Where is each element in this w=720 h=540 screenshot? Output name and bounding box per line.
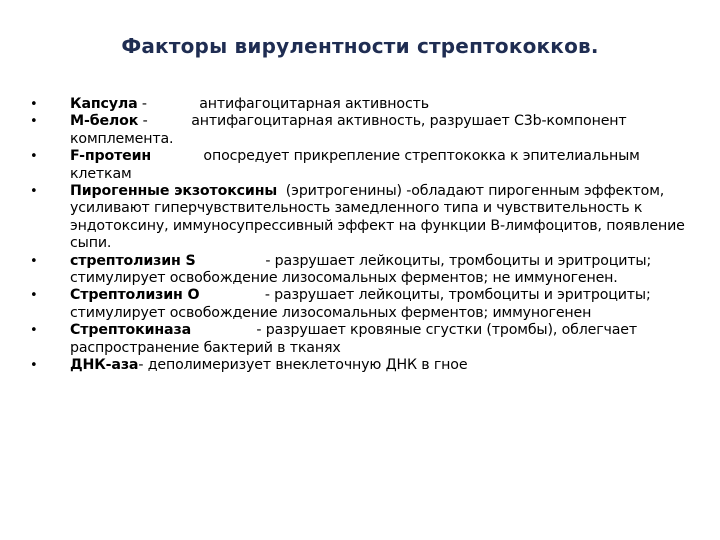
bullet-icon: •	[30, 114, 38, 130]
factor-gap	[148, 113, 192, 129]
factor-separator: -	[138, 113, 148, 130]
factor-gap	[196, 253, 266, 269]
list-item	[30, 96, 700, 113]
list-item	[30, 287, 700, 322]
factor-description: опосредует прикрепление стрептококка к эпителиальным клеткам	[70, 148, 640, 182]
factor-term: Капсула	[70, 96, 138, 112]
factor-term: М-белок	[70, 113, 139, 130]
factor-separator: -	[137, 96, 147, 112]
factor-gap	[277, 183, 286, 199]
bullet-icon: •	[30, 149, 38, 165]
factor-description: - разрушает лейкоциты, тромбоциты и эритроциты; стимулирует освобождение лизосомальных ферментов; не иммуногенен.	[70, 252, 652, 287]
slide-title: Факторы вирулентности стрептококков.	[121, 34, 599, 58]
factor-description: - разрушает кровяные сгустки (тромбы), облегчает распространение бактерий в тканях	[70, 322, 637, 356]
factor-term: F-протеин	[70, 148, 152, 165]
factor-separator: -	[138, 357, 144, 374]
factor-description: антифагоцитарная активность	[199, 96, 429, 112]
bullet-icon: •	[30, 358, 38, 374]
factor-term: стрептолизин S	[70, 252, 196, 269]
factor-gap	[191, 322, 256, 338]
bullet-icon: •	[30, 184, 38, 200]
factor-term: ДНК-аза	[70, 357, 139, 374]
factor-gap	[199, 287, 264, 303]
list-item	[30, 253, 700, 288]
bullet-icon: •	[30, 323, 38, 339]
factor-description: деполимеризует внеклеточную ДНК в гное	[147, 357, 468, 374]
factor-term: Стрептолизин О	[70, 287, 200, 304]
virulence-factor-list	[30, 96, 700, 375]
bullet-icon: •	[30, 97, 38, 112]
list-item	[30, 322, 700, 357]
list-item	[30, 113, 700, 148]
factor-term: Пирогенные экзотоксины	[70, 183, 278, 200]
factor-description: антифагоцитарная активность, разрушает С3b-компонент комплемента.	[70, 113, 627, 147]
list-item	[30, 183, 700, 253]
bullet-icon: •	[30, 288, 38, 304]
bullet-icon: •	[30, 253, 38, 269]
list-item	[30, 357, 700, 374]
factor-gap	[147, 96, 199, 112]
list-item	[30, 148, 700, 183]
factor-description: - разрушает лейкоциты, тромбоциты и эритроциты; стимулирует освобождение лизосомальных ферментов; иммуногенен	[70, 287, 651, 321]
factor-term: Стрептокиназа	[70, 322, 191, 339]
factor-gap	[151, 148, 203, 164]
factor-description: (эритрогенины) -обладают пирогенным эффектом, усиливают гиперчувствительность замедленного типа и чувствительность к эндотоксину, иммуносупрессивный эффект на функции В-лимфоцитов, появление сыпи.	[70, 183, 685, 252]
